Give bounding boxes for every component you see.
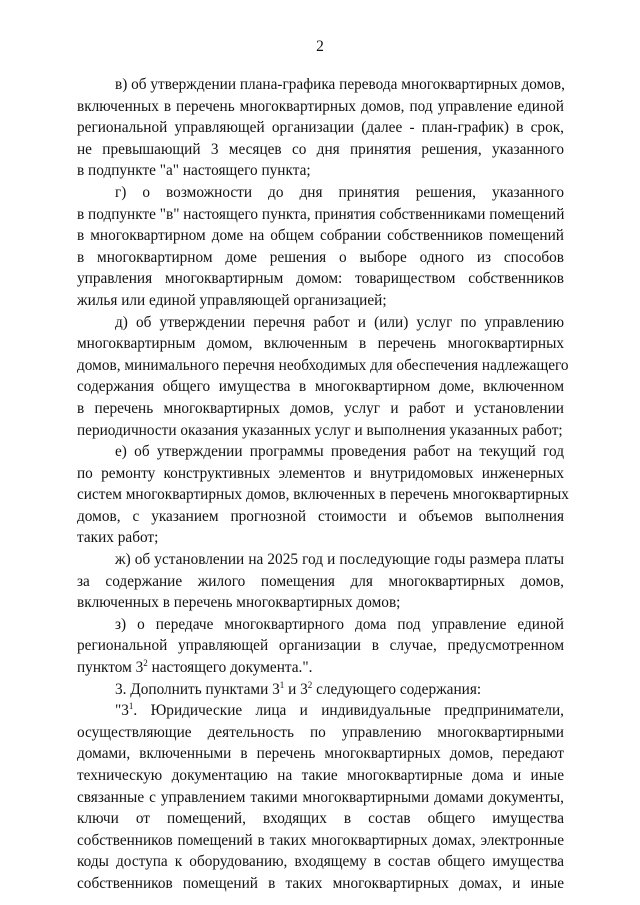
text-line: в многоквартирном доме решения о выборе одного из способов <box>77 248 564 266</box>
text-line: систем многоквартирных домов, включенных в перечень многоквартирных <box>77 486 569 504</box>
text-line: не превышающий 3 месяцев со дня принятия решения, указанного <box>77 140 564 158</box>
text-line: домов, минимального перечня необходимых для обеспечения надлежащего <box>77 356 569 374</box>
paragraph-3-1 <box>77 700 564 894</box>
page-number: 2 <box>316 38 324 55</box>
text-line: е) об утверждении программы проведения работ на текущий год <box>115 443 564 461</box>
text-line: многоквартирным домом, включенным в перечень многоквартирных <box>77 335 564 353</box>
text-line: "$3^1$. Юридические лица и индивидуальные предприниматели, <box>115 701 564 720</box>
text-line: з) о передаче многоквартирного дома под управление единой <box>115 615 564 633</box>
text-line: 3. Дополнить пунктами $3^1$ и $3^2$ следующего содержания: <box>115 679 482 698</box>
document-body <box>77 74 569 895</box>
text-line: собственников помещений в таких многоквартирных домах, и иные <box>77 874 564 892</box>
text-line: г) о возможности до дня принятия решения, указанного <box>115 183 564 201</box>
text-line: д) об утверждении перечня работ и (или) услуг по управлению <box>115 313 564 331</box>
text-line: по ремонту конструктивных элементов и внутридомовых инженерных <box>77 464 564 482</box>
text-line: региональной управляющей организации в случае, предусмотренном <box>77 637 564 655</box>
text-line: включенных в перечень многоквартирных домов; <box>77 594 401 612</box>
text-line: ж) об установлении на 2025 год и последующие годы размера платы <box>115 551 564 569</box>
text-line: за содержание жилого помещения для многоквартирных домов, <box>77 572 564 590</box>
text-line: в) об утверждении плана-графика перевода многоквартирных домов, <box>115 76 565 93</box>
text-line: пунктом $3^2$ настоящего документа.". <box>77 658 313 677</box>
text-line: в перечень многоквартирных домов, услуг и работ и установлении <box>77 399 564 417</box>
text-line: периодичности оказания указанных услуг и выполнения указанных работ; <box>77 421 563 439</box>
text-line: связанные с управлением такими многоквартирными домами документы, <box>77 788 564 806</box>
text-line: жилья или единой управляющей организацией; <box>77 291 387 309</box>
text-line: техническую документацию на такие многоквартирные дома и иные <box>77 767 564 784</box>
text-line: содержания общего имущества в многоквартирном доме, включенном <box>77 378 564 396</box>
text-line: домами, включенными в перечень многоквартирных домов, передают <box>77 745 564 763</box>
text-line: региональной управляющей организации (далее - план-график) в срок, <box>77 119 564 137</box>
paragraph-3 <box>77 679 564 701</box>
subitem-v <box>77 74 564 182</box>
text-line: в подпункте "а" настоящего пункта; <box>77 162 311 180</box>
subitem-d <box>77 312 569 442</box>
subitem-z <box>77 614 564 679</box>
subitem-g <box>77 182 564 312</box>
text-line: в многоквартирном доме на общем собрании собственников помещений <box>77 227 564 245</box>
text-line: осуществляющие деятельность по управлению многоквартирными <box>77 723 564 741</box>
text-line: собственников помещений в таких многоквартирных домах, электронные <box>77 831 564 849</box>
text-line: управления многоквартирным домом: товариществом собственников <box>77 270 564 288</box>
text-line: коды доступа к оборудованию, входящему в состав общего имущества <box>77 853 564 871</box>
text-line: домов, с указанием прогнозной стоимости и объемов выполнения <box>77 507 564 525</box>
text-line: в подпункте "в" настоящего пункта, принятия собственниками помещений <box>77 205 565 223</box>
text-line: ключи от помещений, входящих в состав общего имущества <box>77 810 564 828</box>
subitem-e <box>77 441 569 549</box>
text-line: таких работ; <box>77 529 159 547</box>
text-line: включенных в перечень многоквартирных домов, под управление единой <box>77 97 564 115</box>
subitem-zh <box>77 549 564 614</box>
